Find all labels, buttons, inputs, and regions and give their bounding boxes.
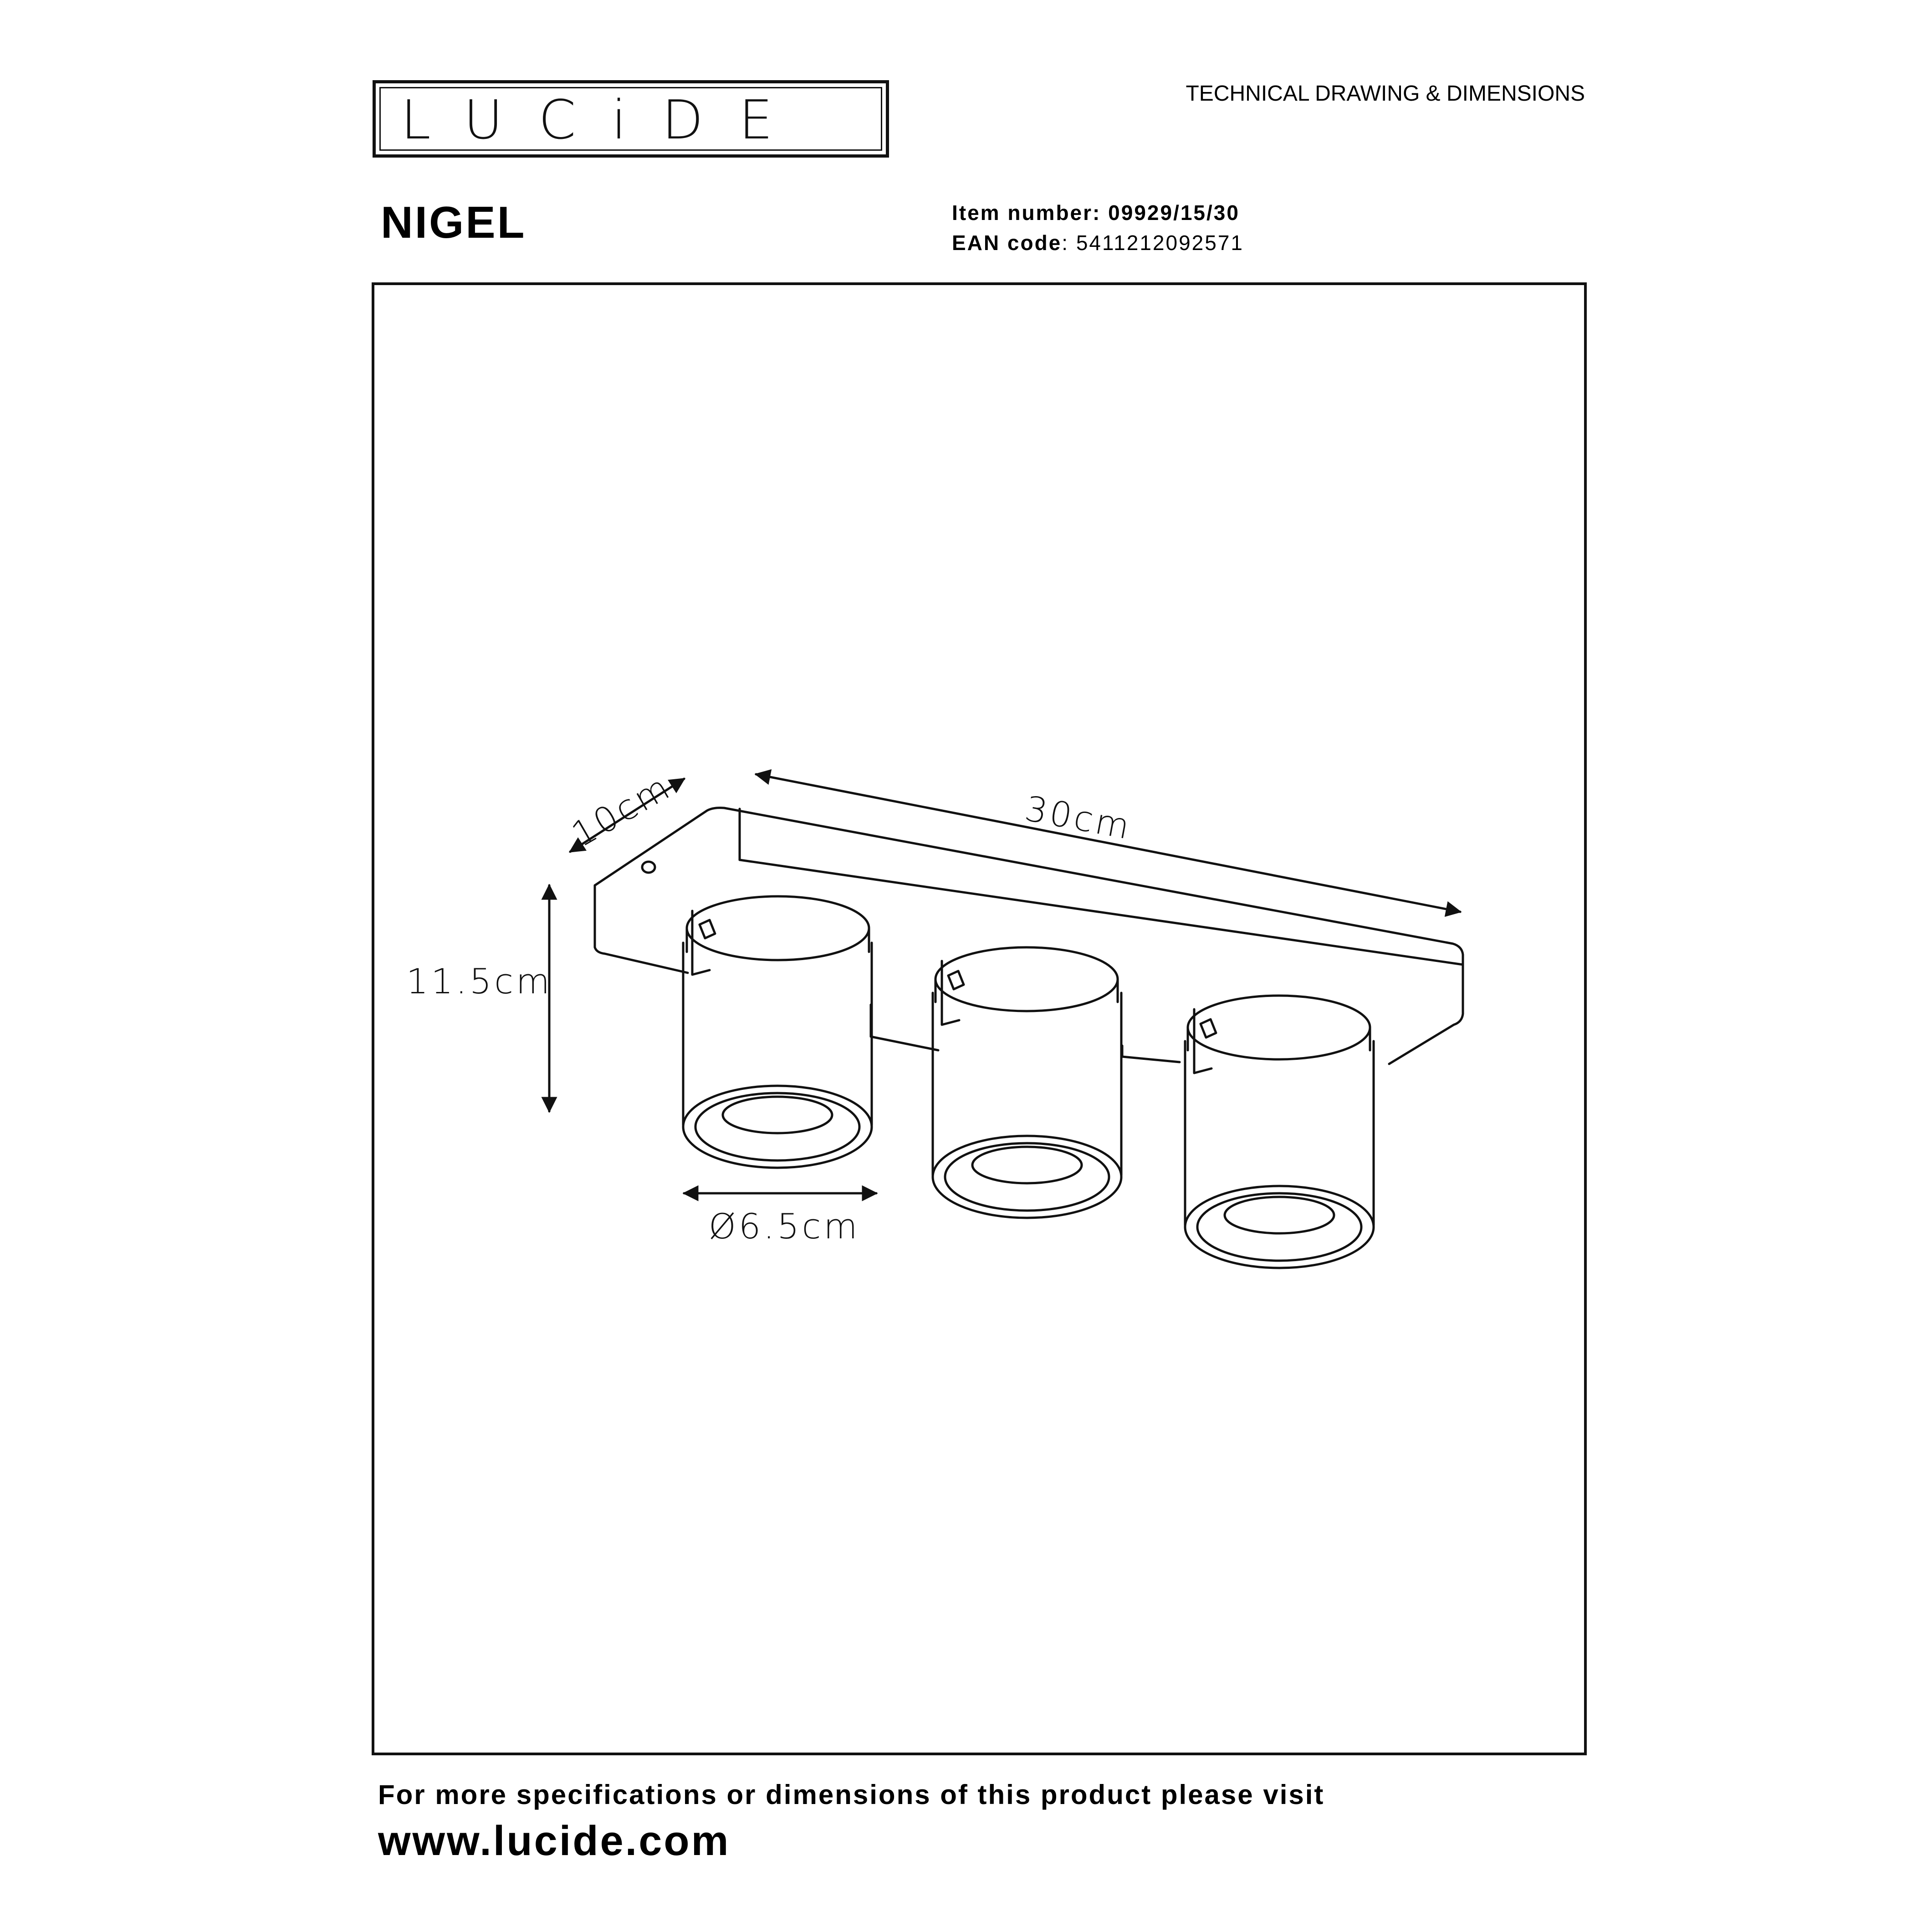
spotlight-2 [933, 947, 1121, 1218]
brand-logo-text: LUCiDE [401, 88, 808, 151]
spotlight-3 [1185, 996, 1374, 1268]
screw-icon [642, 862, 655, 873]
ean-code-label: EAN code [952, 231, 1062, 255]
height-dimension-label: 11.5cm [406, 961, 553, 1002]
ceiling-base-plate [595, 808, 1463, 1064]
document-type-heading: TECHNICAL DRAWING & DIMENSIONS [1186, 82, 1585, 106]
item-number-label: Item number: [952, 201, 1101, 225]
spotlight-1 [683, 896, 872, 1168]
item-number-value: 09929/15/30 [1108, 201, 1240, 225]
product-name: NIGEL [381, 197, 526, 247]
depth-dimension-label: 10cm [565, 766, 679, 855]
diameter-dimension-label: Ø6.5cm [709, 1206, 860, 1247]
ean-code-value: : 5411212092571 [1062, 231, 1244, 255]
footer-website-link[interactable]: www.lucide.com [378, 1818, 731, 1864]
footer-note: For more specifications or dimensions of this product please visit [378, 1779, 1325, 1810]
length-dimension-label: 30cm [1022, 788, 1135, 848]
